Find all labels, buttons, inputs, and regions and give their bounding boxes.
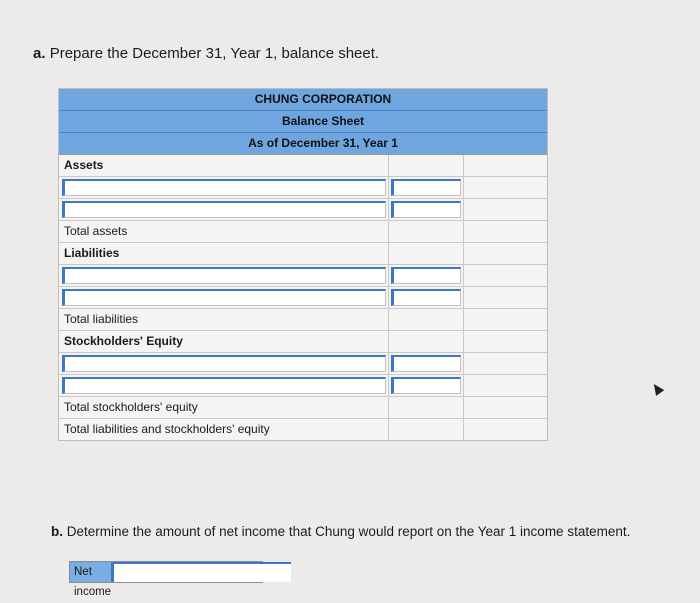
asset-amount-input[interactable] (391, 201, 461, 218)
liabilities-header-row (59, 243, 547, 265)
liability-name-input[interactable] (62, 267, 386, 284)
total-equity-row (59, 397, 547, 419)
liability-amount-input[interactable] (391, 289, 461, 306)
statement-name: Balance Sheet (59, 111, 547, 133)
equity-amount-input[interactable] (391, 355, 461, 372)
equity-name-input[interactable] (62, 355, 386, 372)
asset-row (59, 177, 547, 199)
total-liabilities-value[interactable] (464, 309, 547, 330)
equity-row (59, 353, 547, 375)
equity-header-row (59, 331, 547, 353)
question-a-letter: a. (33, 45, 46, 62)
total-assets-value[interactable] (464, 221, 547, 242)
asset-name-input[interactable] (62, 179, 386, 196)
assets-header-row (59, 155, 547, 177)
balance-sheet-table (58, 88, 548, 441)
balance-sheet-header (59, 89, 547, 155)
asset-row (59, 199, 547, 221)
question-a-text: Prepare the December 31, Year 1, balance sheet. (49, 45, 380, 62)
mouse-cursor-icon (650, 381, 665, 396)
total-liabilities-row (59, 309, 547, 331)
asset-amount-input[interactable] (391, 179, 461, 196)
equity-amount-input[interactable] (391, 377, 461, 394)
question-b-letter: b. (51, 524, 63, 539)
total-liab-equity-value[interactable] (464, 419, 547, 440)
question-b (51, 524, 630, 539)
assets-header: Assets (59, 155, 389, 176)
net-income-input[interactable] (111, 562, 291, 582)
liability-row (59, 265, 547, 287)
asset-name-input[interactable] (62, 201, 386, 218)
question-b-text: Determine the amount of net income that Chung would report on the Year 1 income statement. (66, 524, 631, 539)
total-assets-row (59, 221, 547, 243)
liabilities-header: Liabilities (59, 243, 389, 264)
question-a (33, 45, 379, 62)
total-assets-label: Total assets (59, 221, 389, 242)
total-liabilities-label: Total liabilities (59, 309, 389, 330)
total-liab-equity-label: Total liabilities and stockholders' equity (59, 419, 389, 440)
total-equity-value[interactable] (464, 397, 547, 418)
total-equity-label: Total stockholders' equity (59, 397, 389, 418)
liability-name-input[interactable] (62, 289, 386, 306)
total-liab-equity-row (59, 419, 547, 440)
equity-row (59, 375, 547, 397)
equity-header: Stockholders' Equity (59, 331, 389, 352)
equity-name-input[interactable] (62, 377, 386, 394)
statement-date: As of December 31, Year 1 (59, 133, 547, 155)
liability-amount-input[interactable] (391, 267, 461, 284)
net-income-box (69, 561, 263, 598)
net-income-label: Net income (70, 562, 111, 582)
liability-row (59, 287, 547, 309)
company-name: CHUNG CORPORATION (59, 89, 547, 111)
